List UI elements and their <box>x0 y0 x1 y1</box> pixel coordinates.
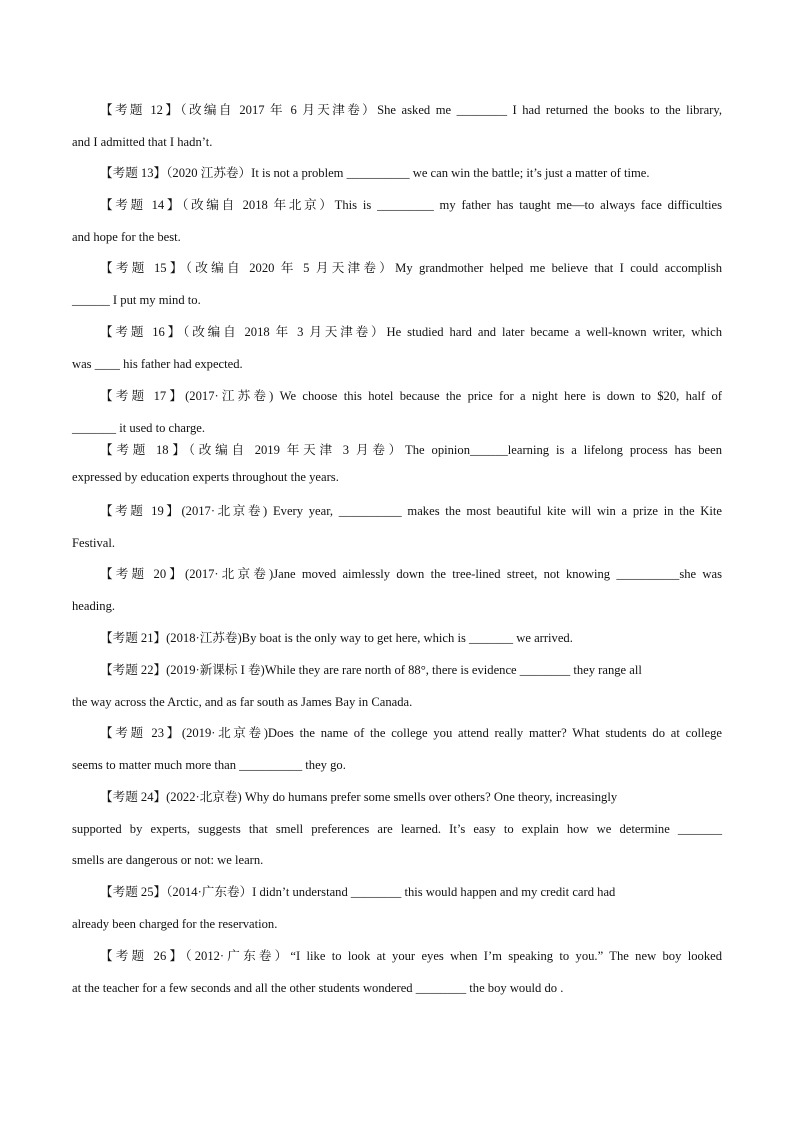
question-line: ______ I put my mind to. <box>72 292 201 307</box>
question-line: 【考题 13】（2020 江苏卷）It is not a problem __________ we can win the battle; it’s just a matter of time. <box>100 166 650 180</box>
question-line: 【考题 16】（改编自 2018 年 3 月天津卷）He studied hard and later became a well-known writer, which <box>100 325 722 339</box>
question-26 <box>72 941 722 1004</box>
question-23 <box>72 718 722 781</box>
question-24 <box>72 782 722 877</box>
question-13 <box>72 158 722 190</box>
question-line: seems to matter much more than __________ they go. <box>72 757 346 772</box>
question-line: was ____ his father had expected. <box>72 356 243 371</box>
question-line: 【考题 21】(2018·江苏卷)By boat is the only way to get here, which is _______ we arrived. <box>100 631 573 645</box>
question-line: supported by experts, suggests that smell preferences are learned. It’s easy to explain how we determine _______ <box>72 821 722 836</box>
question-22 <box>72 655 722 718</box>
question-line: 【考题 20】(2017·北京卷)Jane moved aimlessly down the tree-lined street, not knowing __________she was <box>100 567 722 581</box>
question-18 <box>72 437 722 491</box>
question-14 <box>72 190 722 253</box>
question-line: already been charged for the reservation. <box>72 916 278 931</box>
question-line: 【考题 23】(2019·北京卷)Does the name of the college you attend really matter? What students do at college <box>100 726 722 740</box>
question-line: heading. <box>72 598 116 613</box>
question-line: and I admitted that I hadn’t. <box>72 134 213 149</box>
question-line: expressed by education experts throughout the years. <box>72 470 339 484</box>
question-line: 【考题 15】（改编自 2020 年 5 月天津卷）My grandmother helped me believe that I could accomplish <box>100 261 722 275</box>
question-line: Festival. <box>72 535 116 550</box>
question-17 <box>72 381 722 444</box>
question-25 <box>72 877 722 940</box>
question-line: _______ it used to charge. <box>72 420 206 435</box>
question-line: 【考题 25】（2014·广东卷）I didn’t understand ________ this would happen and my credit card had <box>100 885 616 899</box>
question-line: at the teacher for a few seconds and all the other students wondered ________ the boy would do . <box>72 980 564 995</box>
question-line: 【考题 24】(2022·北京卷) Why do humans prefer some smells over others? One theory, increasingly <box>100 790 618 804</box>
question-19 <box>72 496 722 559</box>
question-16 <box>72 317 722 380</box>
question-line: 【考题 17】(2017·江苏卷) We choose this hotel because the price for a night here is down to $20, half of <box>100 389 722 403</box>
question-line: 【考题 14】（改编自 2018 年北京）This is _________ my father has taught me—to always face difficulties <box>100 198 722 212</box>
question-line: and hope for the best. <box>72 229 181 244</box>
question-line: 【考题 26】（2012·广东卷）“I like to look at your eyes when I’m speaking to you.” The new boy looked <box>100 949 722 963</box>
question-line: the way across the Arctic, and as far south as James Bay in Canada. <box>72 694 413 709</box>
question-line: 【考题 19】(2017·北京卷) Every year, __________ makes the most beautiful kite will win a prize in the Kite <box>100 504 722 518</box>
question-line: smells are dangerous or not: we learn. <box>72 853 264 867</box>
question-15 <box>72 253 722 316</box>
question-line: 【考题 18】（改编自 2019 年天津 3 月卷）The opinion______learning is a lifelong process has been <box>100 443 722 457</box>
question-20 <box>72 559 722 622</box>
question-21 <box>72 623 722 655</box>
question-12 <box>72 95 722 158</box>
question-line: 【考题 22】(2019·新课标 I 卷)While they are rare north of 88°, there is evidence ________ they range all <box>100 663 642 677</box>
question-line: 【考题 12】（改编自 2017 年 6 月天津卷）She asked me ________ I had returned the books to the library, <box>100 103 722 117</box>
